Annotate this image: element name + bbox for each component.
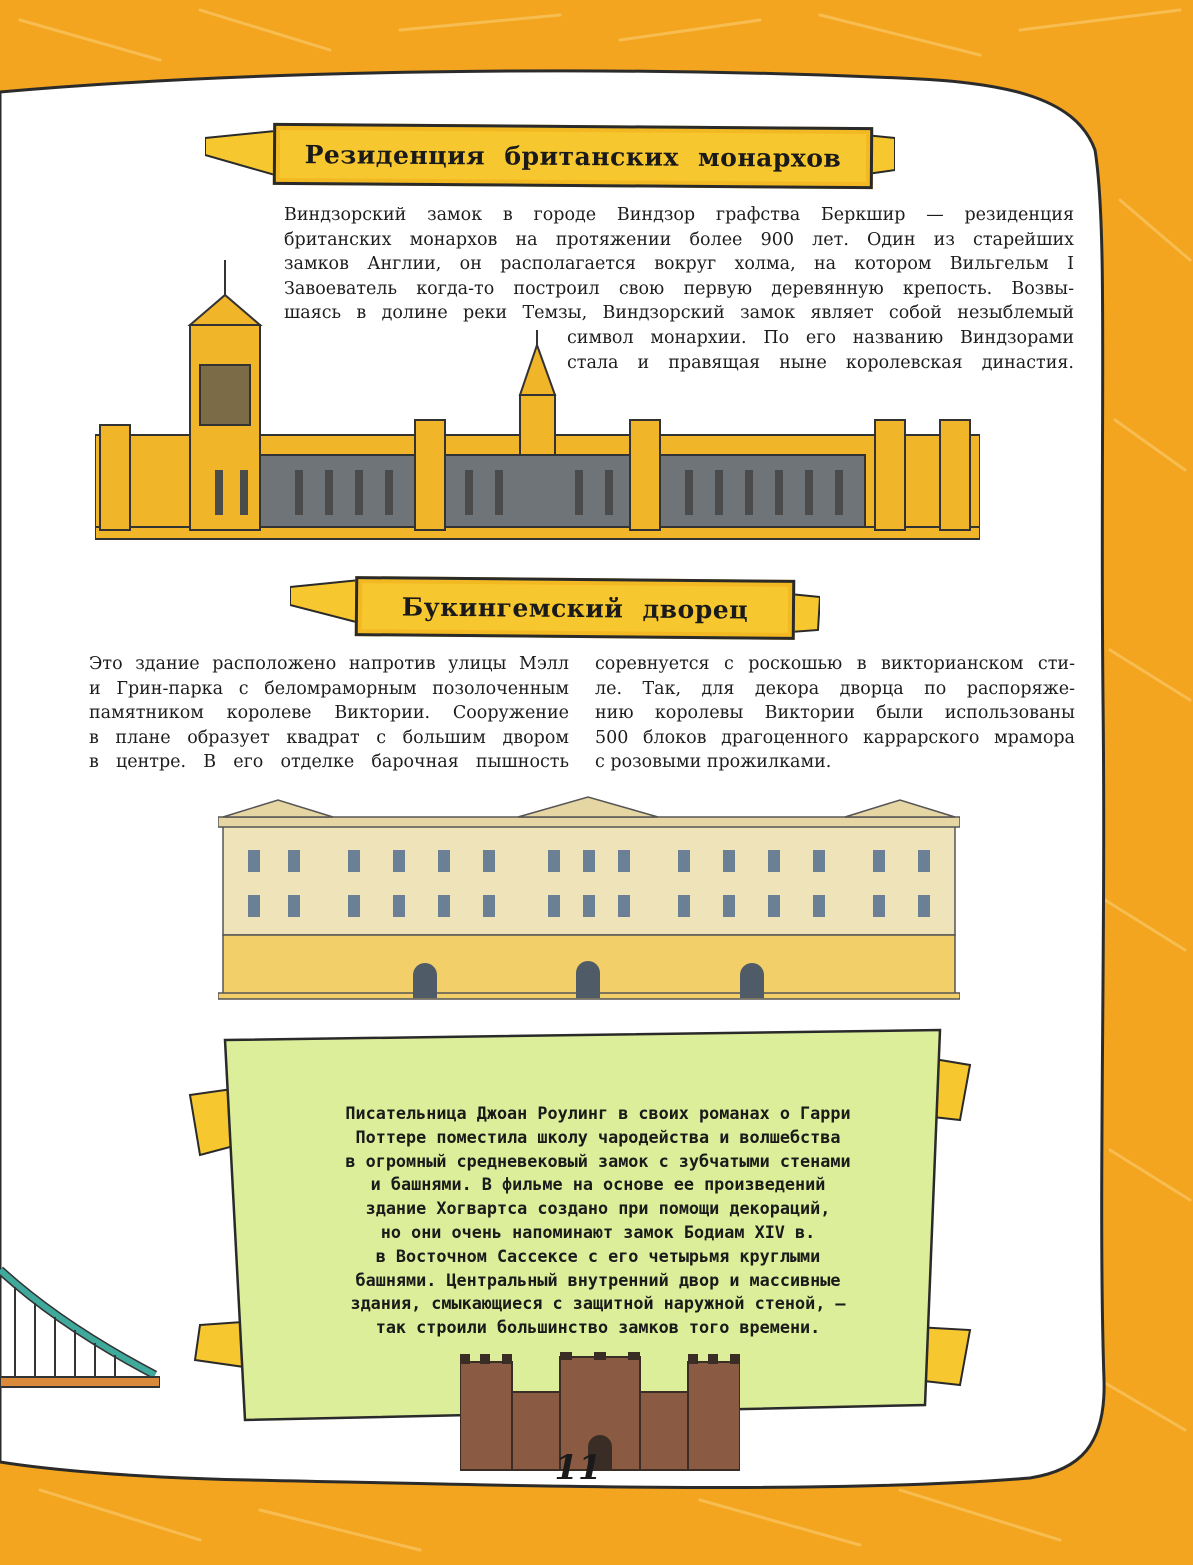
text-line: с розовыми прожилками.	[595, 752, 832, 772]
text-line: замков Англии, он располагается вокруг холма, на котором Вильгельм I	[284, 254, 1074, 274]
text-line: Завоеватель когда-то построил свою первую деревянную крепость. Возвы-	[284, 278, 1074, 299]
section2-title: Букингемский дворец	[401, 591, 749, 625]
text-line: и Грин-парка с беломраморным позолоченным	[89, 678, 569, 699]
text-line: британских монархов на протяжении более 900 лет. Один из старейших	[284, 229, 1074, 250]
text-line: памятником королеве Виктории. Сооружение	[89, 703, 569, 723]
note-line: но они очень напоминают замок Бодиам XIV в.	[380, 1221, 816, 1242]
note-line: так строили большинство замков того времени.	[375, 1317, 821, 1338]
buckingham-palace-illustration	[218, 795, 960, 1000]
bridge-illustration	[0, 1265, 160, 1400]
note-line: Поттере поместила школу чародейства и волшебства	[355, 1126, 841, 1147]
section2-column-right	[595, 652, 1075, 775]
section-title-ribbon	[273, 123, 873, 189]
note-line: здания, смыкающиеся с защитной наружной стеной, —	[350, 1293, 846, 1314]
note-line: Писательница Джоан Роулинг в своих романах о Гарри	[345, 1103, 851, 1123]
text-line: ле. Так, для декора дворца по распоряже-	[595, 678, 1075, 699]
section-title-ribbon	[355, 576, 796, 640]
text-line: в центре. В его отделке барочная пышность	[89, 752, 569, 772]
section2-column-left	[89, 652, 569, 775]
text-line: соревнуется с роскошью в викторианском сти-	[595, 654, 1075, 674]
text-line: стала и правящая ныне королевская династия.	[567, 352, 1074, 373]
note-line: и башнями. В фильме на основе ее произведений	[370, 1174, 826, 1195]
note-line: башнями. Центральный внутренний двор и массивные	[355, 1269, 841, 1290]
text-line: Виндзорский замок в городе Виндзор графства Беркшир — резиденция	[284, 205, 1074, 225]
note-line: в Восточном Сассексе с его четырьмя круглыми	[375, 1245, 821, 1266]
note-text	[268, 1102, 928, 1340]
text-line: символ монархии. По его названию Виндзорами	[567, 328, 1074, 348]
note-line: здание Хогвартса создано при помощи декораций,	[365, 1198, 831, 1219]
note-line: в огромный средневековый замок с зубчатыми стенами	[345, 1150, 851, 1171]
text-line: шаясь в долине реки Темзы, Виндзорский замок являет собой незыблемый	[284, 303, 1074, 323]
text-line: в плане образует квадрат с большим двором	[89, 727, 569, 748]
text-line: Это здание расположено напротив улицы Мэлл	[89, 654, 569, 674]
text-line: нию королевы Виктории были использованы	[595, 703, 1075, 723]
page-number: 11	[554, 1448, 602, 1488]
section1-title: Резиденция британских монархов	[304, 139, 842, 173]
windsor-castle-illustration	[95, 255, 980, 545]
text-line: 500 блоков драгоценного каррарского мрамора	[595, 727, 1075, 748]
